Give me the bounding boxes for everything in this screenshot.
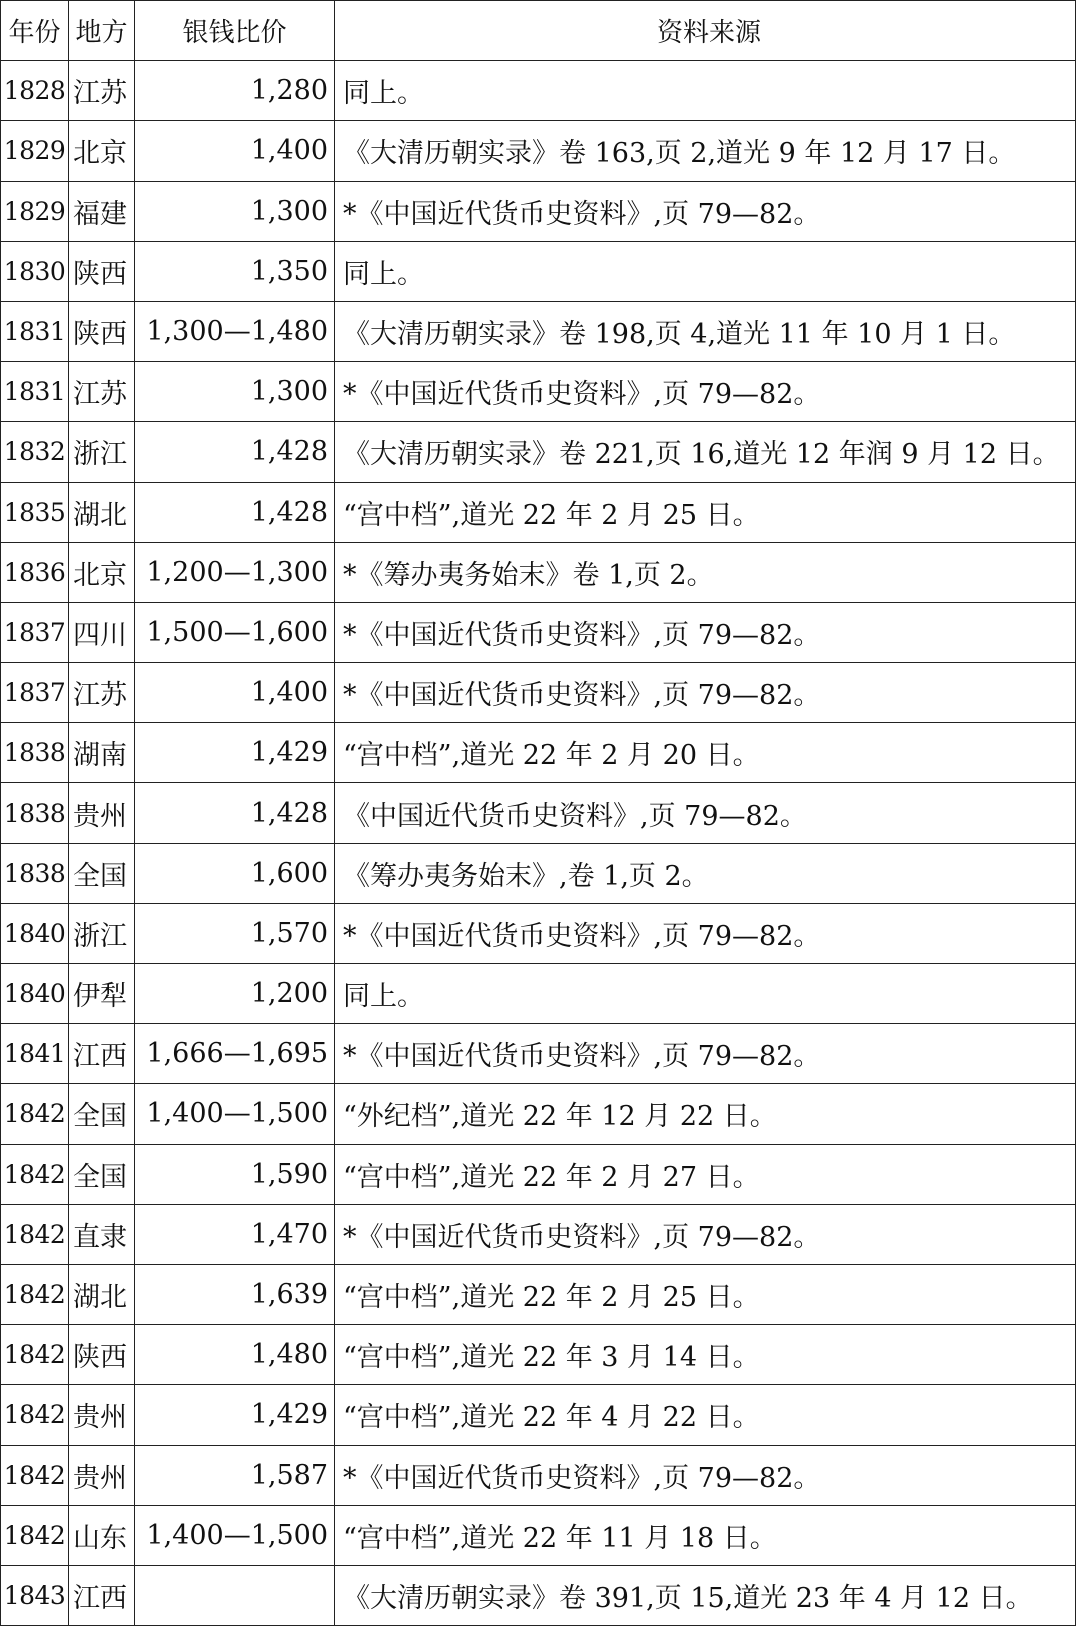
- ratio-cell: 1,639: [135, 1264, 335, 1324]
- source-cell: “宫中档”,道光 22 年 4 月 22 日。: [335, 1385, 1076, 1445]
- source-cell: *《筹办夷务始末》卷 1,页 2。: [335, 542, 1076, 602]
- place-cell: 福建: [69, 181, 135, 241]
- year-cell: 1842: [1, 1325, 69, 1385]
- source-cell: 同上。: [335, 964, 1076, 1024]
- year-cell: 1829: [1, 121, 69, 181]
- ratio-cell: 1,400: [135, 663, 335, 723]
- year-cell: 1836: [1, 542, 69, 602]
- ratio-cell: 1,470: [135, 1204, 335, 1264]
- header-year: 年份: [1, 1, 69, 61]
- year-cell: 1837: [1, 602, 69, 662]
- year-cell: 1842: [1, 1144, 69, 1204]
- ratio-cell: 1,428: [135, 422, 335, 482]
- ratio-cell: 1,590: [135, 1144, 335, 1204]
- source-cell: *《中国近代货币史资料》,页 79—82。: [335, 362, 1076, 422]
- place-cell: 山东: [69, 1505, 135, 1565]
- table-row: [1, 1144, 1076, 1204]
- table-row: [1, 602, 1076, 662]
- table-row: [1, 1385, 1076, 1445]
- ratio-cell: 1,400—1,500: [135, 1505, 335, 1565]
- table-row: [1, 1024, 1076, 1084]
- header-row: [1, 1, 1076, 61]
- year-cell: 1841: [1, 1024, 69, 1084]
- place-cell: 伊犁: [69, 964, 135, 1024]
- place-cell: 直隶: [69, 1204, 135, 1264]
- ratio-cell: 1,300—1,480: [135, 301, 335, 361]
- year-cell: 1842: [1, 1204, 69, 1264]
- place-cell: 江西: [69, 1565, 135, 1625]
- table-row: [1, 964, 1076, 1024]
- year-cell: 1840: [1, 964, 69, 1024]
- table-row: [1, 1505, 1076, 1565]
- source-cell: *《中国近代货币史资料》,页 79—82。: [335, 1024, 1076, 1084]
- place-cell: 贵州: [69, 783, 135, 843]
- table-row: [1, 121, 1076, 181]
- source-cell: 《大清历朝实录》卷 163,页 2,道光 9 年 12 月 17 日。: [335, 121, 1076, 181]
- table-header: [1, 1, 1076, 61]
- source-cell: “宫中档”,道光 22 年 11 月 18 日。: [335, 1505, 1076, 1565]
- ratio-cell: 1,200—1,300: [135, 542, 335, 602]
- table-row: [1, 1325, 1076, 1385]
- place-cell: 北京: [69, 121, 135, 181]
- source-cell: *《中国近代货币史资料》,页 79—82。: [335, 663, 1076, 723]
- table-row: [1, 61, 1076, 121]
- table-row: [1, 1565, 1076, 1625]
- year-cell: 1831: [1, 362, 69, 422]
- ratio-cell: 1,570: [135, 903, 335, 963]
- table-row: [1, 301, 1076, 361]
- ratio-cell: 1,400—1,500: [135, 1084, 335, 1144]
- ratio-cell: 1,587: [135, 1445, 335, 1505]
- source-cell: *《中国近代货币史资料》,页 79—82。: [335, 903, 1076, 963]
- table-body: [1, 61, 1076, 1626]
- year-cell: 1838: [1, 843, 69, 903]
- year-cell: 1835: [1, 482, 69, 542]
- header-source: 资料来源: [335, 1, 1076, 61]
- source-cell: “宫中档”,道光 22 年 3 月 14 日。: [335, 1325, 1076, 1385]
- source-cell: *《中国近代货币史资料》,页 79—82。: [335, 1445, 1076, 1505]
- ratio-cell: 1,280: [135, 61, 335, 121]
- year-cell: 1831: [1, 301, 69, 361]
- place-cell: 四川: [69, 602, 135, 662]
- place-cell: 全国: [69, 1084, 135, 1144]
- place-cell: 贵州: [69, 1445, 135, 1505]
- place-cell: 全国: [69, 843, 135, 903]
- ratio-cell: 1,300: [135, 181, 335, 241]
- ratio-cell: 1,350: [135, 241, 335, 301]
- source-cell: *《中国近代货币史资料》,页 79—82。: [335, 181, 1076, 241]
- place-cell: 全国: [69, 1144, 135, 1204]
- year-cell: 1842: [1, 1264, 69, 1324]
- source-cell: “宫中档”,道光 22 年 2 月 20 日。: [335, 723, 1076, 783]
- year-cell: 1828: [1, 61, 69, 121]
- table-row: [1, 723, 1076, 783]
- table-row: [1, 843, 1076, 903]
- year-cell: 1843: [1, 1565, 69, 1625]
- source-cell: “外纪档”,道光 22 年 12 月 22 日。: [335, 1084, 1076, 1144]
- source-cell: *《中国近代货币史资料》,页 79—82。: [335, 602, 1076, 662]
- place-cell: 湖北: [69, 1264, 135, 1324]
- place-cell: 湖北: [69, 482, 135, 542]
- source-cell: 《大清历朝实录》卷 198,页 4,道光 11 年 10 月 1 日。: [335, 301, 1076, 361]
- ratio-cell: 1,666—1,695: [135, 1024, 335, 1084]
- place-cell: 浙江: [69, 422, 135, 482]
- table-row: [1, 542, 1076, 602]
- place-cell: 江苏: [69, 61, 135, 121]
- ratio-cell: 1,200: [135, 964, 335, 1024]
- place-cell: 江苏: [69, 663, 135, 723]
- table-row: [1, 783, 1076, 843]
- table-row: [1, 362, 1076, 422]
- table-row: [1, 482, 1076, 542]
- place-cell: 贵州: [69, 1385, 135, 1445]
- ratio-cell: 1,429: [135, 1385, 335, 1445]
- source-cell: 《大清历朝实录》卷 221,页 16,道光 12 年润 9 月 12 日。: [335, 422, 1076, 482]
- year-cell: 1842: [1, 1505, 69, 1565]
- place-cell: 北京: [69, 542, 135, 602]
- source-cell: “宫中档”,道光 22 年 2 月 27 日。: [335, 1144, 1076, 1204]
- ratio-cell: 1,400: [135, 121, 335, 181]
- year-cell: 1840: [1, 903, 69, 963]
- table-row: [1, 903, 1076, 963]
- place-cell: 浙江: [69, 903, 135, 963]
- ratio-cell: 1,300: [135, 362, 335, 422]
- year-cell: 1838: [1, 723, 69, 783]
- table-row: [1, 241, 1076, 301]
- source-cell: 同上。: [335, 241, 1076, 301]
- year-cell: 1837: [1, 663, 69, 723]
- table-row: [1, 181, 1076, 241]
- table-row: [1, 1264, 1076, 1324]
- year-cell: 1829: [1, 181, 69, 241]
- place-cell: 江西: [69, 1024, 135, 1084]
- source-cell: 《大清历朝实录》卷 391,页 15,道光 23 年 4 月 12 日。: [335, 1565, 1076, 1625]
- header-ratio: 银钱比价: [135, 1, 335, 61]
- source-cell: *《中国近代货币史资料》,页 79—82。: [335, 1204, 1076, 1264]
- ratio-cell: 1,600: [135, 843, 335, 903]
- year-cell: 1842: [1, 1084, 69, 1144]
- table-row: [1, 422, 1076, 482]
- place-cell: 陕西: [69, 241, 135, 301]
- source-cell: “宫中档”,道光 22 年 2 月 25 日。: [335, 1264, 1076, 1324]
- source-cell: 同上。: [335, 61, 1076, 121]
- ratio-cell: 1,429: [135, 723, 335, 783]
- header-place: 地方: [69, 1, 135, 61]
- place-cell: 湖南: [69, 723, 135, 783]
- source-cell: “宫中档”,道光 22 年 2 月 25 日。: [335, 482, 1076, 542]
- table-row: [1, 1084, 1076, 1144]
- source-cell: 《筹办夷务始末》,卷 1,页 2。: [335, 843, 1076, 903]
- place-cell: 陕西: [69, 301, 135, 361]
- table-row: [1, 1445, 1076, 1505]
- ratio-cell: 1,500—1,600: [135, 602, 335, 662]
- ratio-cell: 1,428: [135, 783, 335, 843]
- year-cell: 1838: [1, 783, 69, 843]
- place-cell: 陕西: [69, 1325, 135, 1385]
- ratio-cell: 1,480: [135, 1325, 335, 1385]
- table-row: [1, 663, 1076, 723]
- place-cell: 江苏: [69, 362, 135, 422]
- ratio-cell: [135, 1565, 335, 1625]
- year-cell: 1842: [1, 1445, 69, 1505]
- source-cell: 《中国近代货币史资料》,页 79—82。: [335, 783, 1076, 843]
- table-row: [1, 1204, 1076, 1264]
- year-cell: 1830: [1, 241, 69, 301]
- year-cell: 1832: [1, 422, 69, 482]
- year-cell: 1842: [1, 1385, 69, 1445]
- ratio-cell: 1,428: [135, 482, 335, 542]
